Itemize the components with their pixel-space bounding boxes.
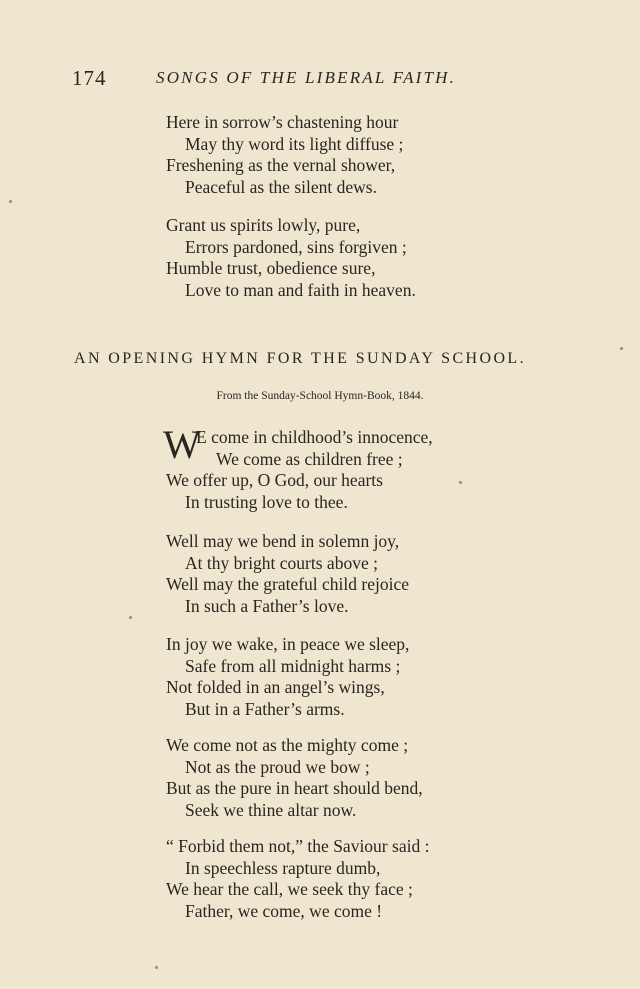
stanza (166, 634, 409, 720)
stanza (163, 422, 433, 513)
verse-line: Not as the proud we bow ; (185, 756, 370, 777)
verse-line: Peaceful as the silent dews. (185, 176, 377, 197)
verse-line: Seek we thine altar now. (185, 799, 357, 820)
verse-line: Humble trust, obedience sure, (166, 258, 376, 278)
verse-line: “ Forbid them not,” the Saviour said : (166, 836, 430, 856)
verse-line: Freshening as the vernal shower, (166, 155, 396, 175)
verse-line: Well may the grateful child rejoice (166, 574, 410, 594)
stanza (166, 735, 423, 821)
verse-line: We come as children free ; (216, 448, 403, 469)
verse-line: We come not as the mighty come ; (166, 735, 409, 755)
verse-line: We hear the call, we seek thy face ; (166, 879, 413, 899)
paper-speck (155, 966, 158, 969)
verse-line: Well may we bend in solemn joy, (166, 531, 400, 551)
paper-speck (620, 347, 623, 350)
verse-line: Love to man and faith in heaven. (185, 279, 416, 300)
verse-line: In speechless rapture dumb, (185, 857, 381, 878)
verse-line: In trusting love to thee. (185, 491, 348, 512)
hymn-source: From the Sunday-School Hymn-Book, 1844. (216, 390, 424, 402)
verse-line: But in a Father’s arms. (185, 698, 345, 719)
running-title: SONGS OF THE LIBERAL FAITH. (156, 68, 457, 87)
drop-cap: W (163, 422, 201, 467)
verse-line: In joy we wake, in peace we sleep, (166, 634, 410, 654)
verse-line: Father, we come, we come ! (185, 900, 383, 921)
verse-line: Here in sorrow’s chastening hour (166, 112, 399, 132)
stanza (166, 215, 416, 301)
verse-line: Grant us spirits lowly, pure, (166, 215, 361, 235)
verse-line: But as the pure in heart should bend, (166, 778, 423, 798)
page-number: 174 (72, 66, 107, 90)
hymn-title: AN OPENING HYMN FOR THE SUNDAY SCHOOL. (74, 350, 526, 367)
verse-line: In such a Father’s love. (185, 595, 349, 616)
stanza (166, 836, 429, 922)
stanza (166, 112, 403, 198)
paper-speck (129, 616, 132, 619)
verse-line: Not folded in an angel’s wings, (166, 677, 385, 697)
paper-speck (459, 481, 462, 484)
running-head (72, 66, 480, 92)
verse-line: Errors pardoned, sins forgiven ; (185, 236, 407, 257)
verse-line: Safe from all midnight harms ; (185, 655, 401, 676)
verse-line: May thy word its light diffuse ; (185, 133, 404, 154)
paper-speck (9, 200, 12, 203)
stanza (166, 531, 409, 617)
verse-line-text: E come in childhood’s innocence, (196, 427, 433, 447)
verse-line: We offer up, O God, our hearts (166, 470, 383, 490)
verse-line: At thy bright courts above ; (185, 552, 378, 573)
